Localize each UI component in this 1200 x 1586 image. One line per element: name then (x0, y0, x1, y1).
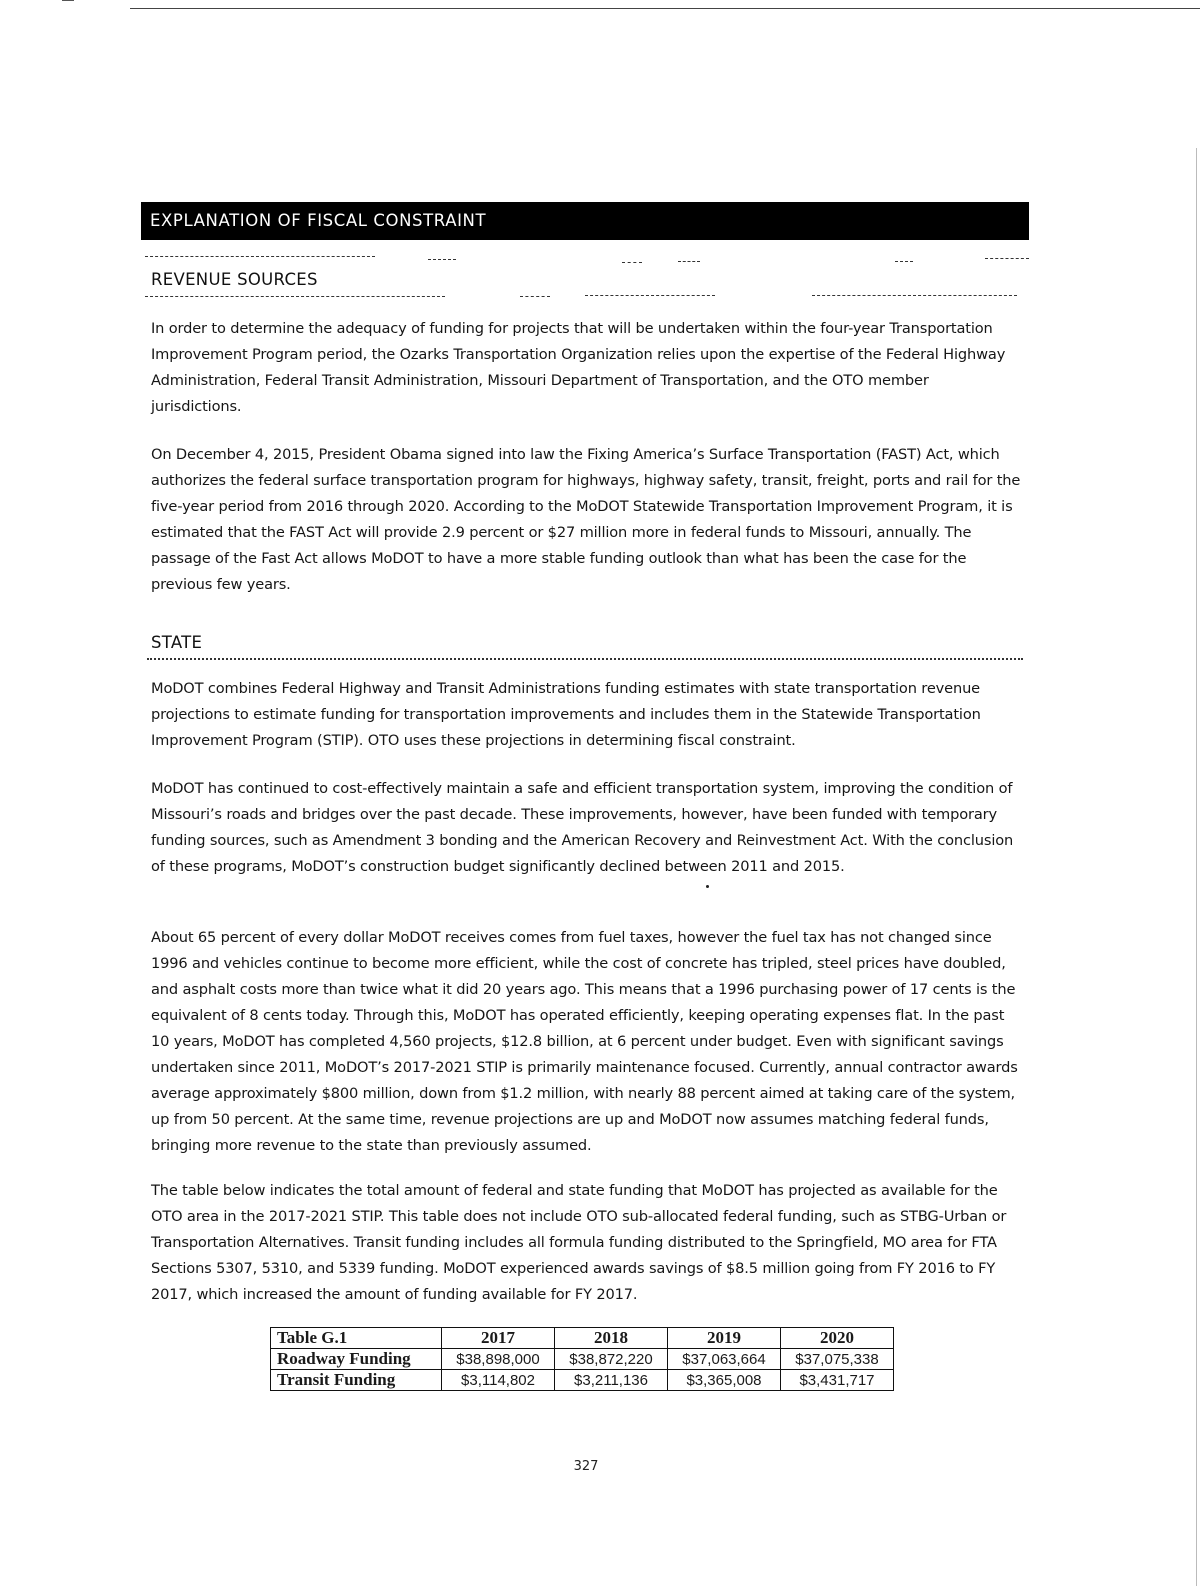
page-edge (1196, 148, 1197, 1586)
heading-rule-bottom (812, 295, 1017, 296)
paragraph-fuel-taxes: About 65 percent of every dollar MoDOT receives comes from fuel taxes, however the fuel tax has not changed since 1996 and vehicles continue to become more efficient, while the cost of concrete has tripled, steel prices have doubled, and asphalt costs more than twice what it did 20 years ago. This means that a 1996 purchasing power of 17 cents is the equivalent of 8 cents today. Through this, MoDOT has operated efficiently, keeping operating expenses flat. In the past 10 years, MoDOT has completed 4,560 projects, $12.8 billion, at 6 percent under budget. Even with significant savings undertaken since 2011, MoDOT’s 2017-2021 STIP is primarily maintenance focused. Currently, annual contractor awards average approximately $800 million, down from $1.2 million, with nearly 88 percent aimed at taking care of the system, up from 50 percent. At the same time, revenue projections are up and MoDOT now assumes matching federal funds, bringing more revenue to the state than previously assumed. (151, 929, 1018, 1154)
heading-rule-bottom (520, 296, 550, 297)
table-caption: Table G.1 (271, 1328, 442, 1349)
paragraph-stip-projections: MoDOT combines Federal Highway and Transit Administrations funding estimates with state transportation revenue projections to estimate funding for transportation improvements and includes them in the Statewide Transportation Improvement Program (STIP). OTO uses these projections in determining fiscal constraint. (151, 680, 981, 749)
table-header-row (271, 1328, 894, 1349)
year-header: 2018 (555, 1328, 668, 1349)
table-cell: $37,075,338 (781, 1349, 894, 1370)
heading-rule-top (895, 261, 913, 262)
table-row (271, 1370, 894, 1391)
table-cell: $3,114,802 (442, 1370, 555, 1391)
year-header: 2019 (668, 1328, 781, 1349)
heading-rule-top (145, 256, 375, 257)
table-cell: $3,365,008 (668, 1370, 781, 1391)
heading-rule-bottom (145, 296, 445, 297)
paragraph-maintenance: MoDOT has continued to cost-effectively maintain a safe and efficient transportation system, improving the condition of Missouri’s roads and bridges over the past decade. These improvements, however, have been funded with temporary funding sources, such as Amendment 3 bonding and the American Recovery and Reinvestment Act. With the conclusion of these programs, MoDOT’s construction budget significantly declined between 2011 and 2015. (151, 780, 1014, 875)
table-cell: $37,063,664 (668, 1349, 781, 1370)
paragraph-table-intro: The table below indicates the total amount of federal and state funding that MoDOT has projected as available for the OTO area in the 2017-2021 STIP. This table does not include OTO sub-allocated federal funding, such as STBG-Urban or Transportation Alternatives. Transit funding includes all formula funding distributed to the Springfield, MO area for FTA Sections 5307, 5310, and 5339 funding. MoDOT experienced awards savings of $8.5 million going from FY 2016 to FY 2017, which increased the amount of funding available for FY 2017. (151, 1182, 1007, 1303)
heading-state: STATE (151, 633, 203, 652)
table-cell: $38,872,220 (555, 1349, 668, 1370)
table-row (271, 1349, 894, 1370)
year-header: 2020 (781, 1328, 894, 1349)
heading-rule-top (622, 262, 642, 263)
scan-mark (62, 0, 74, 1)
paragraph-funding-adequacy: In order to determine the adequacy of funding for projects that will be undertaken within the four-year Transportation Improvement Program period, the Ozarks Transportation Organization relies upon the expertise of the Federal Highway Administration, Federal Transit Administration, Missouri Department of Transportation, and the OTO member jurisdictions. (151, 320, 1006, 415)
heading-rule-bottom (585, 295, 715, 296)
heading-rule-top (678, 261, 700, 262)
table-cell: $3,431,717 (781, 1370, 894, 1391)
heading-revenue-sources: REVENUE SOURCES (151, 270, 318, 289)
heading-rule-top (985, 258, 1029, 259)
row-label: Transit Funding (271, 1370, 442, 1391)
row-label: Roadway Funding (271, 1349, 442, 1370)
paragraph-fast-act: On December 4, 2015, President Obama signed into law the Fixing America’s Surface Transportation (FAST) Act, which authorizes the federal surface transportation program for highways, highway safety, transit, freight, ports and rail for the five-year period from 2016 through 2020. According to the MoDOT Statewide Transportation Improvement Program, it is estimated that the FAST Act will provide 2.9 percent or $27 million more in federal funds to Missouri, annually. The passage of the Fast Act allows MoDOT to have a more stable funding outlook than what has been the case for the previous few years. (151, 446, 1021, 593)
table-cell: $3,211,136 (555, 1370, 668, 1391)
funding-table (270, 1327, 894, 1391)
heading-state-rule (147, 658, 1023, 660)
section-title-bar (141, 202, 1029, 240)
table-cell: $38,898,000 (442, 1349, 555, 1370)
section-title: EXPLANATION OF FISCAL CONSTRAINT (150, 211, 487, 230)
top-rule (130, 8, 1200, 9)
year-header: 2017 (442, 1328, 555, 1349)
page-number: 327 (573, 1459, 599, 1474)
scan-dot (706, 885, 709, 888)
heading-rule-top (428, 259, 456, 260)
